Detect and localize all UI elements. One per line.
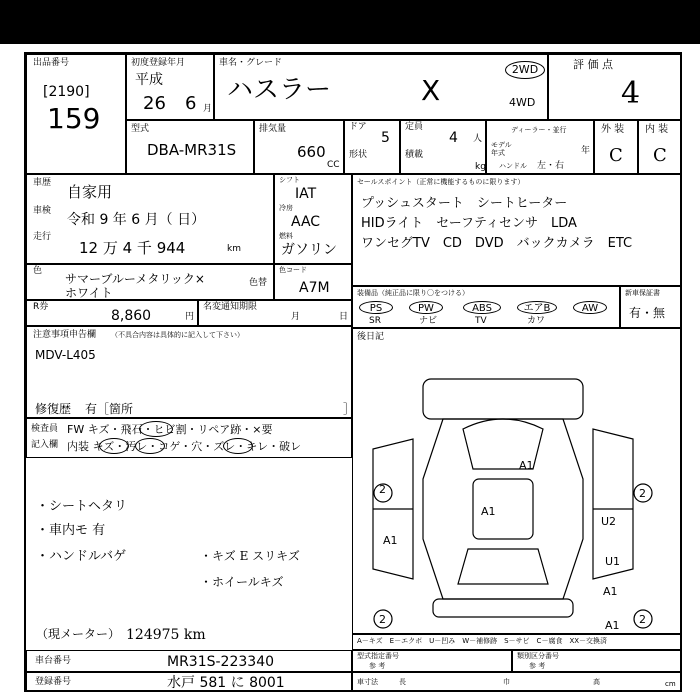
handle: 左・右 (537, 161, 565, 171)
hand-note-2: ・車内モ 有 (36, 523, 106, 538)
inspection-block (26, 418, 352, 458)
lot-cell (26, 54, 126, 174)
inspection-row1: FW キズ・飛石・ヒビ割・リペア跡・×要 (67, 423, 273, 436)
mark-a1-roof: A1 (481, 505, 496, 518)
rating-cell (548, 54, 682, 120)
ac-label: 冷房 (279, 204, 293, 212)
sales-line3: ワンセグTV CD DVD バックカメラ ETC (361, 236, 633, 251)
fuel: ガソリン (281, 242, 337, 258)
reg-label: 登録番号 (35, 677, 72, 687)
drive-4wd: 4WD (509, 96, 536, 109)
mark-a1-right-rear: A1 (605, 619, 620, 632)
doors: 5 (381, 130, 390, 146)
front-bumper-outline (423, 379, 583, 419)
model: DBA-MR31S (147, 141, 237, 159)
color-line2: ホワイト (65, 286, 113, 300)
type-label: 車歴 (33, 178, 52, 188)
reg-row (26, 672, 352, 692)
first-reg-cell (126, 54, 214, 120)
int-label: 内 装 (645, 124, 669, 135)
tax-label: 名変通知期限 (203, 302, 258, 312)
ext-value: C (609, 145, 623, 166)
equip-navi: ナビ (419, 316, 438, 326)
recycle-label: R券 (33, 302, 49, 312)
transmission-block (274, 174, 352, 264)
rating-value: 4 (621, 76, 641, 111)
drive-2wd: 2WD (505, 61, 545, 79)
dealer-cell (486, 120, 594, 174)
era: 平成 (135, 72, 163, 88)
month-unit: 月 (203, 104, 213, 114)
color-block (26, 264, 274, 300)
door-label: ドア (349, 122, 367, 132)
capacity: 4 (449, 130, 458, 146)
car-name: ハスラー (227, 75, 332, 105)
notes-block (26, 326, 356, 418)
tax-month: 月 (291, 312, 301, 322)
diagram-block (352, 328, 682, 634)
color-line1: サマーブルーメタリック× (65, 272, 205, 286)
ref1: 参 考 (369, 662, 386, 670)
capacity-cell (400, 120, 486, 174)
equip-leather: カワ (527, 316, 546, 326)
odometer-label: （現メーター） (36, 627, 121, 641)
size-row (352, 672, 682, 692)
chassis-label: 車台番号 (35, 656, 72, 666)
km-unit: km (227, 244, 241, 254)
recycle: 8,860 (111, 308, 152, 324)
rear-bumper-outline (433, 599, 573, 617)
interior-cell (638, 120, 682, 174)
dealer-label: ディーラー・並行 (511, 126, 567, 134)
auction-sheet (24, 52, 682, 692)
displacement: 660 (297, 143, 326, 161)
type-no-label: 型式指定番号 (357, 652, 399, 660)
handle-label: ハンドル (499, 162, 527, 170)
chassis-row (26, 650, 352, 672)
capacity-label: 定員 (405, 122, 424, 132)
lot-code: [2190] (43, 84, 90, 100)
damage-legend: A－キズ E－エクボ U－凹み W－補修跡 S－サビ C－腐食 XX－交換済 (357, 637, 608, 645)
fuel-label: 燃料 (279, 232, 293, 240)
size-label: 車寸法 (357, 678, 378, 686)
color-code-block (274, 264, 352, 300)
door-cell (344, 120, 400, 174)
shift-label: シフト (279, 176, 300, 184)
mark-a1-right: A1 (603, 585, 618, 598)
odometer-value: 124975 km (126, 627, 206, 643)
model-cell (126, 120, 254, 174)
usage-type: 自家用 (67, 183, 113, 201)
repair-value: 有［箇所 (85, 402, 134, 416)
displacement-cell (254, 120, 344, 174)
tax-day: 日 (339, 312, 349, 322)
ext-label: 外 装 (601, 124, 625, 135)
yen-unit: 円 (185, 312, 195, 322)
extra-label: 後日記 (357, 332, 385, 342)
sales-line2: HIDライト セーフティセンサ LDA (361, 216, 577, 231)
equip-airbag: エアB (517, 301, 557, 314)
circle-kizu (99, 438, 129, 454)
car-diagram (353, 329, 683, 635)
tax-block (198, 300, 352, 326)
sales-label: セールスポイント（正常に機能するものに限ります） (357, 178, 525, 186)
top-black-bar (0, 0, 700, 44)
year-suffix: 年 (581, 146, 591, 156)
inspection-row2: 内装 キズ・汚レ・コゲ・穴・ズレ・キレ・破レ (67, 440, 302, 453)
lot-label: 出品番号 (33, 58, 70, 68)
color-code-label: 色コード (279, 266, 307, 274)
warranty-label: 新車保証書 (625, 289, 660, 297)
mark-wheel-rr: 2 (639, 613, 646, 626)
warranty-block (620, 286, 682, 328)
hand-note-4: ・キズ E スリキズ (200, 549, 300, 563)
ac: AAC (291, 214, 321, 230)
first-reg-label: 初度登録年月 (131, 58, 186, 68)
mark-wheel-fr: 2 (639, 487, 646, 500)
model-year-label: モデル年式 (491, 141, 512, 157)
notes-label-note: （不具合内容は具体的に記入して下さい） (111, 331, 244, 339)
equipment-block (352, 286, 620, 328)
sales-line1: プッシュスタート シートヒーター (361, 196, 568, 211)
mark-wheel-rl: 2 (379, 613, 386, 626)
color-code: A7M (299, 280, 330, 296)
color-label: 色 (33, 266, 43, 276)
shaken: 令和 9 年 6 月（ 日） (67, 212, 206, 228)
kensa-label: 検査員 (31, 424, 59, 434)
equip-sr: SR (369, 316, 381, 326)
cm-unit: cm (665, 680, 676, 688)
car-name-cell (214, 54, 548, 120)
cc-unit: CC (327, 160, 340, 170)
repair-end: ］ (343, 402, 356, 416)
equip-ps: PS (359, 301, 393, 314)
model-label: 型式 (131, 124, 150, 134)
size-l: 長 (399, 678, 406, 686)
hand-note-1: ・シートヘタリ (36, 499, 128, 514)
load-label: 積載 (405, 150, 424, 160)
color-change-label: 色替 (249, 278, 268, 288)
usage-block (26, 174, 274, 264)
mileage: 12 万 4 千 944 (79, 239, 186, 257)
hand-note-3: ・ハンドルバゲ (36, 549, 127, 564)
grade: X (421, 74, 441, 107)
repair-label: 修復歴 (35, 402, 72, 416)
mileage-label: 走行 (33, 232, 52, 242)
hand-note-5: ・ホイールキズ (200, 575, 284, 589)
name-label: 車名・グレード (219, 58, 283, 68)
equip-pw: PW (409, 301, 443, 314)
capacity-unit: 人 (473, 134, 483, 144)
equip-aw: AW (573, 301, 607, 314)
equip-tv: TV (475, 316, 487, 326)
lot-number: 159 (47, 102, 101, 135)
rear-window-outline (458, 549, 548, 584)
type-no-cell (352, 650, 512, 672)
circle-yogore (135, 438, 165, 454)
warranty-value: 有・無 (629, 306, 666, 320)
equipment-label: 装備品（純正品に限り〇をつける） (357, 289, 469, 297)
class-no-cell (512, 650, 682, 672)
kinyu-label: 記入欄 (31, 440, 59, 450)
notes-label: 注意事項申告欄 (33, 330, 97, 340)
class-no-label: 類別区分番号 (517, 652, 559, 660)
mark-wheel-fl: 2 (379, 483, 386, 496)
shaken-label: 車検 (33, 206, 52, 216)
exterior-cell (594, 120, 638, 174)
ref2: 参 考 (529, 662, 546, 670)
mark-a1-left: A1 (383, 534, 398, 547)
legend-block (352, 634, 682, 650)
mark-u2: U2 (601, 515, 617, 528)
circle-tobiishi (139, 421, 173, 437)
int-value: C (653, 145, 667, 166)
rating-label: 評 価 点 (573, 58, 613, 71)
reg-year: 26 (143, 93, 166, 114)
circle-zure (223, 438, 253, 454)
displacement-label: 排気量 (259, 124, 287, 134)
size-h: 高 (593, 678, 600, 686)
equip-abs: ABS (463, 301, 501, 314)
shape-label: 形状 (349, 150, 368, 160)
shift: IAT (295, 186, 317, 202)
chassis: MR31S-223340 (167, 654, 275, 670)
recycle-block (26, 300, 198, 326)
reg-month: 6 (185, 93, 197, 114)
notes-text: MDV-L405 (35, 348, 96, 362)
sales-points-block (352, 174, 682, 286)
kg-unit: kg (475, 162, 486, 172)
mark-u1: U1 (605, 555, 621, 568)
reg-number: 水戸 581 に 8001 (167, 675, 285, 691)
mark-a1-hood: A1 (519, 459, 534, 472)
body-outline (423, 419, 583, 599)
size-w: 巾 (503, 678, 510, 686)
